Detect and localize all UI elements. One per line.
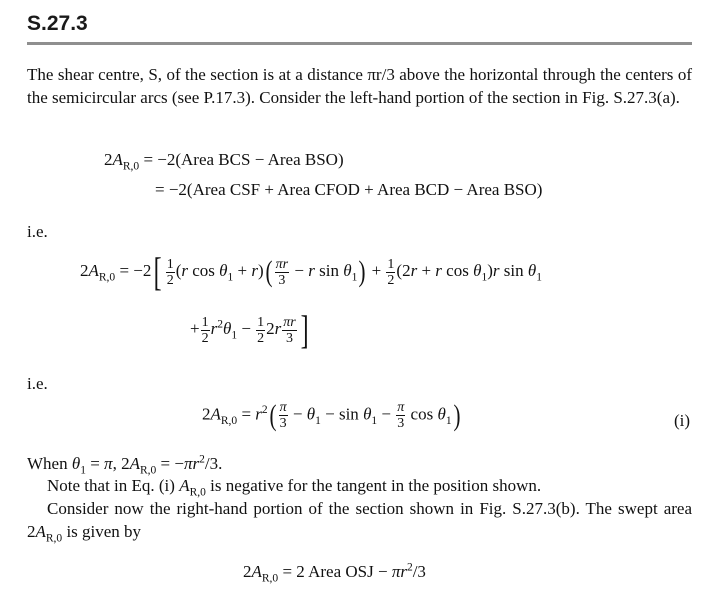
equation-1-line-2: = −2(Area CSF + Area CFOD + Area BCD − Area BSO) <box>155 180 543 199</box>
equation-number: (i) <box>673 411 690 430</box>
section-heading: S.27.3 <box>27 12 88 35</box>
ie-label-2: i.e. <box>27 374 48 393</box>
note-paragraph: Note that in Eq. (i) $A_{R,0}$ is negative for the tangent in the position shown. <box>47 476 542 499</box>
equation-1-rhs: −2(Area BCS − Area BSO) <box>157 150 344 169</box>
when-line: When $\theta_1 = \pi$, $2A_{R,0} = -\pi r^2/3$. <box>27 453 223 477</box>
equation-1-line-1: $2A_{R,0}$ = −2(Area BCS − Area BSO) <box>104 150 344 173</box>
intro-paragraph: The shear centre, S, of the section is at a distance πr/3 above the horizontal through the centers of the semicircular arcs (see P.17.3). Consider the left-hand portion of the section in Fig. S.27.3(a). <box>27 65 692 107</box>
equation-i: $2A_{R,0} = r^2$( $\frac{\pi}{3}$ − $\theta_1 - \sin \theta_1$ − $\frac{\pi}{3}$ $\cos \theta_1$) <box>202 398 461 432</box>
final-equation: $2A_{R,0} = 2$ Area OSJ − $\pi r^2/3$ <box>243 561 426 585</box>
equation-2-line-2: + $\frac{1}{2}$ $r^2\theta_1$ − $\frac{1}{2}$ 2r $\frac{\pi r}{3}$ ] <box>190 307 309 352</box>
equation-2-line-1: $2A_{R,0} = -2$[ $\frac{1}{2}$ (r $\cos \theta_1 + r$)( $\frac{\pi r}{3}$ − r $\sin \theta_1$) + $\frac{1}{2}$ (2r + r $\cos \theta_1)r$ $\sin \theta_1$ <box>80 249 542 294</box>
heading-rule <box>27 42 692 45</box>
consider-paragraph: Consider now the right-hand portion of the section shown in Fig. S.27.3(b). The swept area $2A_{R,0}$ is given by <box>27 499 692 544</box>
ie-label-1: i.e. <box>27 222 48 241</box>
